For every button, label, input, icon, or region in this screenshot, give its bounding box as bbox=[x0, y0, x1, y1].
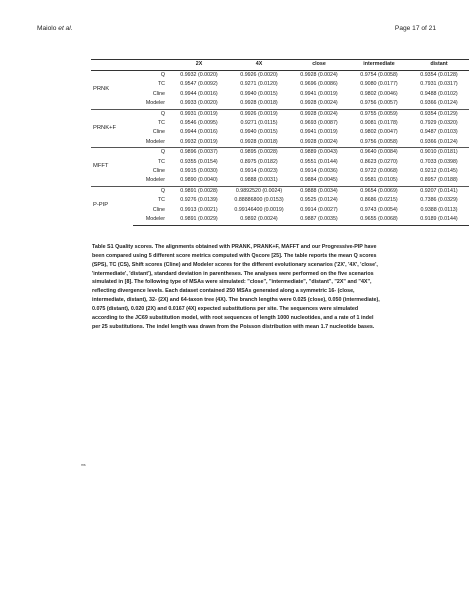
score-cell: 0.9581 (0.0105) bbox=[360, 177, 398, 184]
method-name: MFFT bbox=[93, 163, 109, 170]
score-cell: 0.9366 (0.0124) bbox=[420, 100, 458, 107]
table-row bbox=[91, 71, 469, 81]
table-row bbox=[91, 186, 469, 196]
score-cell: 0.7386 (0.0329) bbox=[420, 197, 458, 204]
score-cell: 0.9896 (0.0037) bbox=[169, 148, 229, 158]
score-cell: 0.9928 (0.0018) bbox=[240, 138, 278, 145]
score-cell: 0.9888 (0.0031) bbox=[240, 177, 278, 184]
score-cell: 0.9756 (0.0057) bbox=[360, 100, 398, 107]
method-label bbox=[91, 71, 133, 110]
method-label bbox=[91, 186, 133, 225]
score-cell: 0.9388 (0.0113) bbox=[420, 206, 458, 213]
metric-label: TC bbox=[157, 81, 165, 88]
table-row bbox=[91, 128, 469, 137]
score-cell: 0.9892520 (0.0024) bbox=[229, 186, 289, 196]
table-row bbox=[91, 206, 469, 215]
score-cell: 0.9207 (0.0141) bbox=[409, 186, 469, 196]
table-header-row bbox=[91, 60, 469, 71]
method-name: P-PIP bbox=[93, 202, 109, 209]
score-cell: 0.9940 (0.0015) bbox=[240, 90, 278, 97]
score-cell: 0.9802 (0.0046) bbox=[360, 90, 398, 97]
score-cell: 0.9895 (0.0028) bbox=[229, 148, 289, 158]
score-cell: 0.7929 (0.0320) bbox=[420, 120, 458, 127]
metric-label: Modeler bbox=[145, 138, 165, 145]
score-cell: 0.9944 (0.0016) bbox=[180, 90, 218, 97]
score-cell: 0.9010 (0.0181) bbox=[409, 148, 469, 158]
score-cell: 0.9354 (0.0128) bbox=[409, 71, 469, 81]
author-name: Maiolo bbox=[37, 25, 57, 32]
score-cell: 0.9931 (0.0019) bbox=[169, 109, 229, 119]
table-row bbox=[91, 138, 469, 148]
score-cell: 0.99146400 (0.0019) bbox=[234, 206, 284, 213]
score-cell: 0.9551 (0.0144) bbox=[300, 158, 338, 165]
table-row bbox=[91, 119, 469, 128]
caption-text: Table S1 Quality scores. The alignments obtained with PRANK, PRANK+F, MAFFT and our Progressive-PIP have been compared using 5 different score metrics computed with Qscore [25]. The table reports the mean Q scores (SPS), TC (CS), Shift scores (Cline) and Modeler scores for the different evolutionary scenarios ('2X', '4X', 'close', 'intermediate', 'distant'), standard deviation in parentheses. The analyses were performed on the five scenarios simulated in [8]. The following type of MSAs were simulated: "close", "intermediate", "distant", "2X" and "4X", reflecting divergence levels. Each dataset contained 250 MSAs generated along a symmetric 16- (close, intermediate, distant), 32- (2X) and 64-taxon tree (4X). The branch lengths were 0.025 (close), 0.050 (intermediate), 0.075 (distant), 0.020 (2X) and 0.0167 (4X) expected substitutions per site. The sequences were simulated according to the JC69 substitution model, with root sequences of length 1000 nucleotides, and a rate of 1 indel per 25 substitutions. The indel length was drawn from the Poisson distribution with mean 1.7 nucleotide bases. bbox=[92, 244, 380, 330]
score-cell: 0.9891 (0.0029) bbox=[169, 215, 229, 225]
score-cell: 0.9941 (0.0019) bbox=[300, 90, 338, 97]
score-cell: 0.9888 (0.0034) bbox=[289, 186, 349, 196]
score-cell: 0.9884 (0.0045) bbox=[300, 177, 338, 184]
table-row bbox=[91, 80, 469, 89]
table-row bbox=[91, 158, 469, 167]
score-cell: 0.9080 (0.0177) bbox=[360, 81, 398, 88]
metric-label: Modeler bbox=[145, 177, 165, 184]
metric-label: Cline bbox=[152, 90, 165, 97]
score-cell: 0.9754 (0.0058) bbox=[349, 71, 409, 81]
score-cell: 0.8957 (0.0188) bbox=[420, 177, 458, 184]
column-header: 4X bbox=[229, 60, 289, 71]
score-cell: 0.9914 (0.0027) bbox=[300, 206, 338, 213]
page-number: Page 17 of 21 bbox=[394, 25, 436, 32]
score-cell: 0.9933 (0.0020) bbox=[180, 100, 218, 107]
table-row bbox=[91, 148, 469, 158]
score-cell: 0.9928 (0.0024) bbox=[289, 109, 349, 119]
method-name: PRNK bbox=[93, 86, 110, 93]
metric-label: Modeler bbox=[133, 215, 169, 225]
footer-mark: ms bbox=[81, 463, 86, 467]
method-label bbox=[91, 109, 133, 148]
score-cell: 0.9354 (0.0129) bbox=[409, 109, 469, 119]
score-cell: 0.9928 (0.0024) bbox=[300, 100, 338, 107]
column-header: 2X bbox=[169, 60, 229, 71]
score-cell: 0.9944 (0.0016) bbox=[180, 129, 218, 136]
method-name: PRNK+F bbox=[93, 124, 117, 131]
score-cell: 0.9366 (0.0124) bbox=[420, 138, 458, 145]
table-row bbox=[91, 99, 469, 109]
score-cell: 0.88886800 (0.0153) bbox=[234, 197, 284, 204]
metric-label: Cline bbox=[152, 168, 165, 175]
metric-label: TC bbox=[157, 120, 165, 127]
score-cell: 0.9928 (0.0018) bbox=[240, 100, 278, 107]
score-cell: 0.9932 (0.0020) bbox=[169, 71, 229, 81]
score-cell: 0.9488 (0.0102) bbox=[420, 90, 458, 97]
column-header: distant bbox=[409, 60, 469, 71]
score-cell: 0.9915 (0.0030) bbox=[180, 168, 218, 175]
score-cell: 0.9081 (0.0178) bbox=[360, 120, 398, 127]
score-cell: 0.9276 (0.0139) bbox=[180, 197, 218, 204]
score-cell: 0.9355 (0.0154) bbox=[180, 158, 218, 165]
table-row bbox=[91, 90, 469, 99]
score-cell: 0.9887 (0.0035) bbox=[289, 215, 349, 225]
table-body bbox=[91, 71, 469, 226]
metric-label: Cline bbox=[152, 129, 165, 136]
metric-label: Q bbox=[133, 148, 169, 158]
score-cell: 0.9913 (0.0021) bbox=[180, 206, 218, 213]
metric-label: Q bbox=[133, 109, 169, 119]
score-cell: 0.9271 (0.0120) bbox=[240, 81, 278, 88]
metric-label: Cline bbox=[152, 206, 165, 213]
table-row bbox=[91, 215, 469, 225]
score-cell: 0.9640 (0.0084) bbox=[349, 148, 409, 158]
score-cell: 0.9914 (0.0036) bbox=[300, 168, 338, 175]
score-cell: 0.9696 (0.0086) bbox=[300, 81, 338, 88]
metric-label: TC bbox=[157, 158, 165, 165]
score-cell: 0.9926 (0.0019) bbox=[229, 109, 289, 119]
quality-scores-table bbox=[91, 59, 469, 226]
score-cell: 0.9756 (0.0058) bbox=[360, 138, 398, 145]
score-cell: 0.9891 (0.0028) bbox=[169, 186, 229, 196]
score-cell: 0.7033 (0.0398) bbox=[420, 158, 458, 165]
score-cell: 0.9941 (0.0019) bbox=[300, 129, 338, 136]
metric-label: TC bbox=[157, 197, 165, 204]
score-cell: 0.9889 (0.0043) bbox=[289, 148, 349, 158]
score-cell: 0.9932 (0.0019) bbox=[180, 138, 218, 145]
score-cell: 0.9743 (0.0054) bbox=[360, 206, 398, 213]
table-caption bbox=[92, 243, 382, 331]
score-cell: 0.9547 (0.0092) bbox=[180, 81, 218, 88]
score-cell: 0.9487 (0.0103) bbox=[420, 129, 458, 136]
metric-label: Q bbox=[133, 71, 169, 81]
score-cell: 0.9525 (0.0124) bbox=[300, 197, 338, 204]
score-cell: 0.9914 (0.0023) bbox=[240, 168, 278, 175]
score-cell: 0.8623 (0.0270) bbox=[360, 158, 398, 165]
metric-label: Modeler bbox=[145, 100, 165, 107]
method-label bbox=[91, 148, 133, 187]
score-cell: 0.8975 (0.0182) bbox=[240, 158, 278, 165]
score-cell: 0.7931 (0.0317) bbox=[420, 81, 458, 88]
column-header: close bbox=[289, 60, 349, 71]
score-cell: 0.9693 (0.0087) bbox=[300, 120, 338, 127]
running-header-author bbox=[37, 25, 73, 32]
table-row bbox=[91, 167, 469, 176]
score-cell: 0.9271 (0.0115) bbox=[240, 120, 278, 127]
score-cell: 0.9189 (0.0144) bbox=[409, 215, 469, 225]
metric-label: Q bbox=[133, 186, 169, 196]
score-cell: 0.9212 (0.0145) bbox=[420, 168, 458, 175]
column-header: intermediate bbox=[349, 60, 409, 71]
table-row bbox=[91, 196, 469, 205]
score-cell: 0.8686 (0.0215) bbox=[360, 197, 398, 204]
header-blank-metric bbox=[133, 60, 169, 71]
score-cell: 0.9928 (0.0024) bbox=[289, 71, 349, 81]
header-blank-method bbox=[91, 60, 133, 71]
score-cell: 0.9802 (0.0047) bbox=[360, 129, 398, 136]
table-row bbox=[91, 109, 469, 119]
score-cell: 0.9926 (0.0020) bbox=[229, 71, 289, 81]
score-cell: 0.9940 (0.0015) bbox=[240, 129, 278, 136]
score-cell: 0.9890 (0.0040) bbox=[180, 177, 218, 184]
score-cell: 0.9755 (0.0059) bbox=[349, 109, 409, 119]
score-cell: 0.9654 (0.0069) bbox=[349, 186, 409, 196]
table-row bbox=[91, 176, 469, 186]
et-al: et al. bbox=[58, 25, 73, 32]
score-cell: 0.9722 (0.0068) bbox=[360, 168, 398, 175]
score-cell: 0.9546 (0.0095) bbox=[180, 120, 218, 127]
score-cell: 0.9928 (0.0024) bbox=[300, 138, 338, 145]
score-cell: 0.9892 (0.0024) bbox=[229, 215, 289, 225]
score-cell: 0.9655 (0.0068) bbox=[349, 215, 409, 225]
